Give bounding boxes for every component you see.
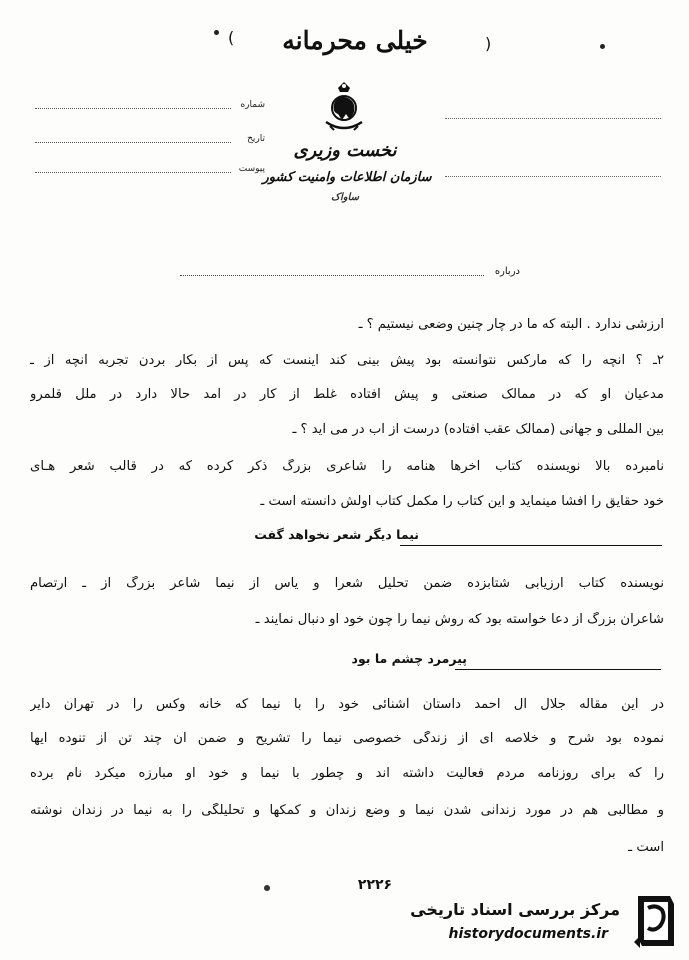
lion-and-sun-emblem-icon — [320, 80, 368, 138]
archive-logo-icon — [630, 892, 680, 950]
archive-watermark — [386, 886, 686, 952]
ink-dot — [214, 30, 219, 35]
date-label: تاریخ — [247, 134, 265, 144]
number-line — [35, 108, 231, 109]
sender-line — [445, 168, 673, 182]
attachment-label: پیوست — [238, 164, 265, 174]
ministry-title: نخست وزیری — [293, 140, 397, 161]
body-line: نویسنده کتاب ارزیابی شتابزده ضمن تحلیل شعرا و یاس از نیما شاعر بزرگ از ـ ارتصام — [30, 576, 664, 591]
bracket-mark-right: ) — [485, 34, 492, 53]
number-label: شماره — [240, 100, 265, 110]
organization-subtitle: ساواک — [331, 192, 359, 203]
bracket-mark-left: ( — [228, 28, 235, 47]
body-line: نموده بود شرح و خلاصه ای از زندگی خصوصی نیما را تشریح و ضمن آن چند تن از تنوده ایها — [30, 731, 664, 746]
heading-underline — [455, 669, 661, 670]
archive-url: historydocuments.ir — [448, 926, 608, 942]
subject-line — [180, 275, 484, 276]
sender-dotted-line — [445, 176, 661, 177]
body-line: و مطالبی هم در مورد زندانی شدن نیما و وضع زندان و کمکها و تحلیلگی را به نیما در زندان نوشته — [30, 803, 664, 818]
body-line: ۲ـ ؟ آنچه را که مارکس نتوانسته بود پیش بینی کند اینست که پس از بکار بردن تجربه آنچه از ـ — [30, 353, 664, 368]
date-line — [35, 142, 231, 143]
subject-field — [180, 266, 520, 280]
archive-name: مرکز بررسی اسناد تاریخی — [410, 900, 620, 919]
section-heading-old-man: پیرمرد چشم ما بود — [351, 651, 467, 666]
body-line: در این مقاله جلال آل احمد داستان آشنائی خود را با نیما که خانه وکس را در تهران دایر — [30, 697, 664, 712]
subject-label: درباره — [494, 266, 520, 277]
body-line: مدعیان او که در ممالک صنعتی و پیش افتاده غلط از کار در آمد حالا دارد در ملل قلمرو — [30, 387, 664, 402]
body-line: ارزشی ندارد . البته که ما در چار چنین وضعی نیستیم ؟ ـ — [358, 317, 664, 332]
number-field — [35, 100, 265, 114]
classification-stamp: خیلی محرمانه — [282, 26, 428, 55]
ink-dot — [600, 44, 605, 49]
heading-underline — [400, 545, 662, 546]
date-field — [35, 134, 265, 148]
body-line: است ـ — [628, 840, 664, 855]
body-line: را که برای روزنامه مردم فعالیت داشته اند و چطور با نیما و خود او مبارزه میکرد نام برده — [30, 766, 664, 781]
attachment-field — [35, 164, 265, 178]
attachment-line — [35, 172, 231, 173]
section-heading-nima: نیما دیگر شعر نخواهد گفت — [254, 527, 419, 542]
body-line: شاعران بزرگ از دعا خواسته بود که روش نیما را چون خود او دنبال نمایند ـ — [255, 612, 664, 627]
body-line: بین المللی و جهانی (ممالک عقب افتاده) درست از آب در می آید ؟ ـ — [292, 422, 664, 437]
file-number: ۲۲۲۶ — [357, 877, 393, 893]
body-line: نامبرده بالا نویسنده کتاب آخرها هنامه را شاعری بزرگ ذکر کرده که در قالب شعر هـای — [30, 459, 664, 474]
body-line: خود حقایق را افشا مینماید و این کتاب را مکمل کتاب اولش دانسته است ـ — [260, 494, 664, 509]
organization-name: سازمان اطلاعات وامنیت کشور — [262, 170, 432, 185]
recipient-dotted-line — [445, 118, 661, 119]
recipient-line — [445, 110, 673, 124]
ink-dot — [264, 885, 270, 891]
